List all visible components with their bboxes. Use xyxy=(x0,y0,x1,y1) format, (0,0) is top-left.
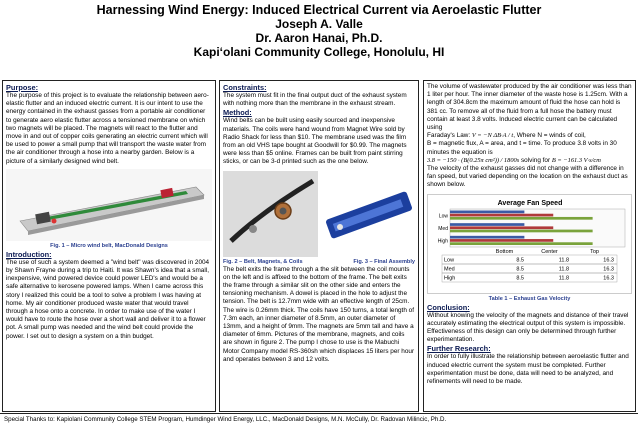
faraday-line xyxy=(427,132,632,140)
chart-category-label: High xyxy=(437,238,448,245)
purpose-heading: Purpose: xyxy=(6,83,39,92)
table-cell: 16.3 xyxy=(603,266,614,273)
belt-magnets-coils-image xyxy=(223,171,318,257)
constraints-heading: Constraints: xyxy=(223,83,267,92)
chart-bar xyxy=(450,210,524,213)
chart-bar xyxy=(450,217,593,220)
wind-belt-image xyxy=(6,169,212,241)
faraday-after: , Where N = winds of coil, xyxy=(513,132,586,140)
column-middle xyxy=(219,80,419,412)
table-cell: 8.5 xyxy=(516,257,524,264)
table-cell: 8.5 xyxy=(516,275,524,282)
column-left xyxy=(2,80,216,412)
conclusion-heading: Conclusion: xyxy=(427,302,470,312)
further-research-text: In order to fully illustrate the relationship between aeroelastic flutter and induced electric current the system must be completed. Further experimentation must be done, data will need to be analyzed, and refinements will need to be made. xyxy=(427,353,629,386)
institution: Kapi‘olani Community College, Honolulu, HI xyxy=(193,45,445,59)
table-cell: 16.3 xyxy=(603,257,614,264)
chart-category-label: Low xyxy=(438,212,448,219)
chart-bar xyxy=(450,226,553,229)
fan-speed-chart-svg xyxy=(428,195,633,293)
table-cell: 11.8 xyxy=(558,266,569,273)
figure-row xyxy=(223,171,415,257)
table-row xyxy=(442,264,617,273)
equation-2: 3.8 = −150 · (B(0.25π cm²)) / 1800s xyxy=(427,156,520,164)
table-row xyxy=(442,255,617,264)
footer-thanks: Special Thanks to: Kapiolani Community College STEM Program, Humdinger Wind Energy, LLC., MacDonald Designs, M.N. McCully, Dr. Radovan Milincic, Ph.D. xyxy=(0,413,638,426)
chart-title: Average Fan Speed xyxy=(497,199,563,207)
table-cell: 16.3 xyxy=(603,275,614,282)
poster-header xyxy=(0,0,638,80)
faraday-formula: V = −N ΔB·A / t xyxy=(471,132,514,140)
column-right xyxy=(423,80,636,412)
fig1-caption: Fig. 1 – Micro wind belt, MacDonald Designs xyxy=(50,242,168,249)
table-cell: High xyxy=(444,275,456,282)
author-2: Dr. Aaron Hanai, Ph.D. xyxy=(255,31,383,45)
chart-bar xyxy=(450,223,524,226)
wastewater-text: The volume of wastewater produced by the air conditioner was less than 1 liter per hour. The inner diameter of the waste hose is 1.25cm. With a length of 304.8cm the maximum amount of fluid the hose can hold is 381 cc. To remove all of the fluid from a full hose the battery must contain at least 3.8 volts. Induced electric current can be calculated using xyxy=(427,83,632,132)
introduction-heading: Introduction: xyxy=(6,249,52,259)
purpose-text: The purpose of this project is to evaluate the relationship between aero-elastic flutter and an induced electric current. It is our intent to use the energy contained in the exhaust gasses from a portable air conditioner to generate aero elastic flutter across a tensioned membrane on which two magnets will be placed. The magnets will react to the flutter and move in and out of copper coils generating an electric current which will be used to power a small pump that will transport the waste water from the air conditioner through a hose into a nearby garden. Below is a picture of a similarly designed wind belt. xyxy=(6,92,209,165)
velocity-text: The velocity of the exhaust gasses did not change with a difference in fan speed, but varied depending on the location on the exhaust duct as shown below. xyxy=(427,165,628,189)
author-1: Joseph A. Valle xyxy=(275,17,363,31)
chart-bar xyxy=(450,235,524,238)
chart-bar xyxy=(450,242,593,245)
chart-bar xyxy=(450,213,553,216)
chart-bar xyxy=(450,239,553,242)
table-header: Bottom xyxy=(495,248,514,255)
fig2-caption: Fig. 2 – Belt, Magnets, & Coils xyxy=(223,258,303,265)
design-details-text: The belt exits the frame through a the slit between the coil mounts on the left and is affixed to the bottom of the frame. The belt exits the frame through a similar slit on the other side and enters the tensioning mechanism. A dowel is placed in the hole to adjust the tension. The belt is 12.7mm wide with an effective length of 25cm. The wire is 0.26mm thick. The coils have 150 turns, a total length of 7.3m each, an inner diameter of 8.5mm, an outer diameter of 13mm, and a height of 9mm. The magnets are 5mm tall and have a diameter of 6mm. Pictures of the membrane, magnets, and coils are shown in figure 2. The pump I chose to use is the Mabuchi Motor Company model RS-360sh which displaces 15 liters per hour and operates between 3 and 12 volts. xyxy=(223,265,415,363)
figure-captions xyxy=(223,259,415,266)
chart-bar xyxy=(450,229,593,232)
equation-result: B = −161.3 V·s/cm xyxy=(551,156,601,164)
equation-mid: solving for xyxy=(520,156,551,164)
table-header: Center xyxy=(541,248,558,255)
fig3-caption: Fig. 3 – Final Assembly xyxy=(353,258,415,265)
method-text: Wind belts can be built using easily sourced and inexpensive materials. The coils were hand wound from Magnet Wire sold by Radio Shack for less than $10. The membrane used was the film from an old VHS tape bought at Goodwill for $0.99. The magnets were less than $5 online. Frames can be built from paint stirring sticks, or can be 3-d printed such as the one below. xyxy=(223,117,407,166)
equation-intro-text: B = magnetic flux, A = area, and t = time. To produce 3.8 volts in 30 minutes the equation is xyxy=(427,140,617,156)
table-cell: 8.5 xyxy=(516,266,524,273)
fan-speed-chart xyxy=(427,194,632,294)
table-cell: Low xyxy=(444,257,455,264)
poster-title: Harnessing Wind Energy: Induced Electrical Current via Aeroelastic Flutter xyxy=(96,3,542,17)
constraints-text: The system must fit in the final output duct of the exhaust system with nothing more than the membrane in the exhaust stream. xyxy=(223,92,407,108)
table-cell: Med xyxy=(444,266,455,273)
table-row xyxy=(442,273,617,282)
method-heading: Method: xyxy=(223,108,252,118)
table1-caption: Table 1 – Exhaust Gas Velocity xyxy=(488,295,571,302)
faraday-label: Faraday's Law: xyxy=(427,132,471,140)
table-cell: 11.8 xyxy=(558,257,569,264)
table-header: Top xyxy=(590,248,599,255)
further-research-heading: Further Research: xyxy=(427,344,491,354)
conclusion-text: Without knowing the velocity of the magnets and distance of their travel accurately estimating the electrical output of this system is impossible. Effectiveness of this design can only be determined through further experimentation. xyxy=(427,311,629,344)
introduction-text: The use of such a system deemed a "wind belt" was discovered in 2004 by Shawn Frayne during a trip to Haiti. It was Shawn's idea that a small, inexpensive, wind powered device could power LED's and would be a safe alternative to kerosene powered lamps. When I came across this story I realized this could be a tool to solve a problem I was having at home. My air conditioner produced waste water that would travel through a hose onto a concrete. In order to make use of the water I would have to route the hose over a short wall and deliver it to a flower pot. A small pump was needed and the wind belt could provide the power. I set out to design a system on a thin budget. xyxy=(6,258,210,340)
table-cell: 11.8 xyxy=(558,275,569,282)
figure-wind-belt xyxy=(6,169,212,241)
final-assembly-image xyxy=(320,171,415,257)
chart-category-label: Med xyxy=(438,225,448,232)
equation-line xyxy=(427,157,632,165)
